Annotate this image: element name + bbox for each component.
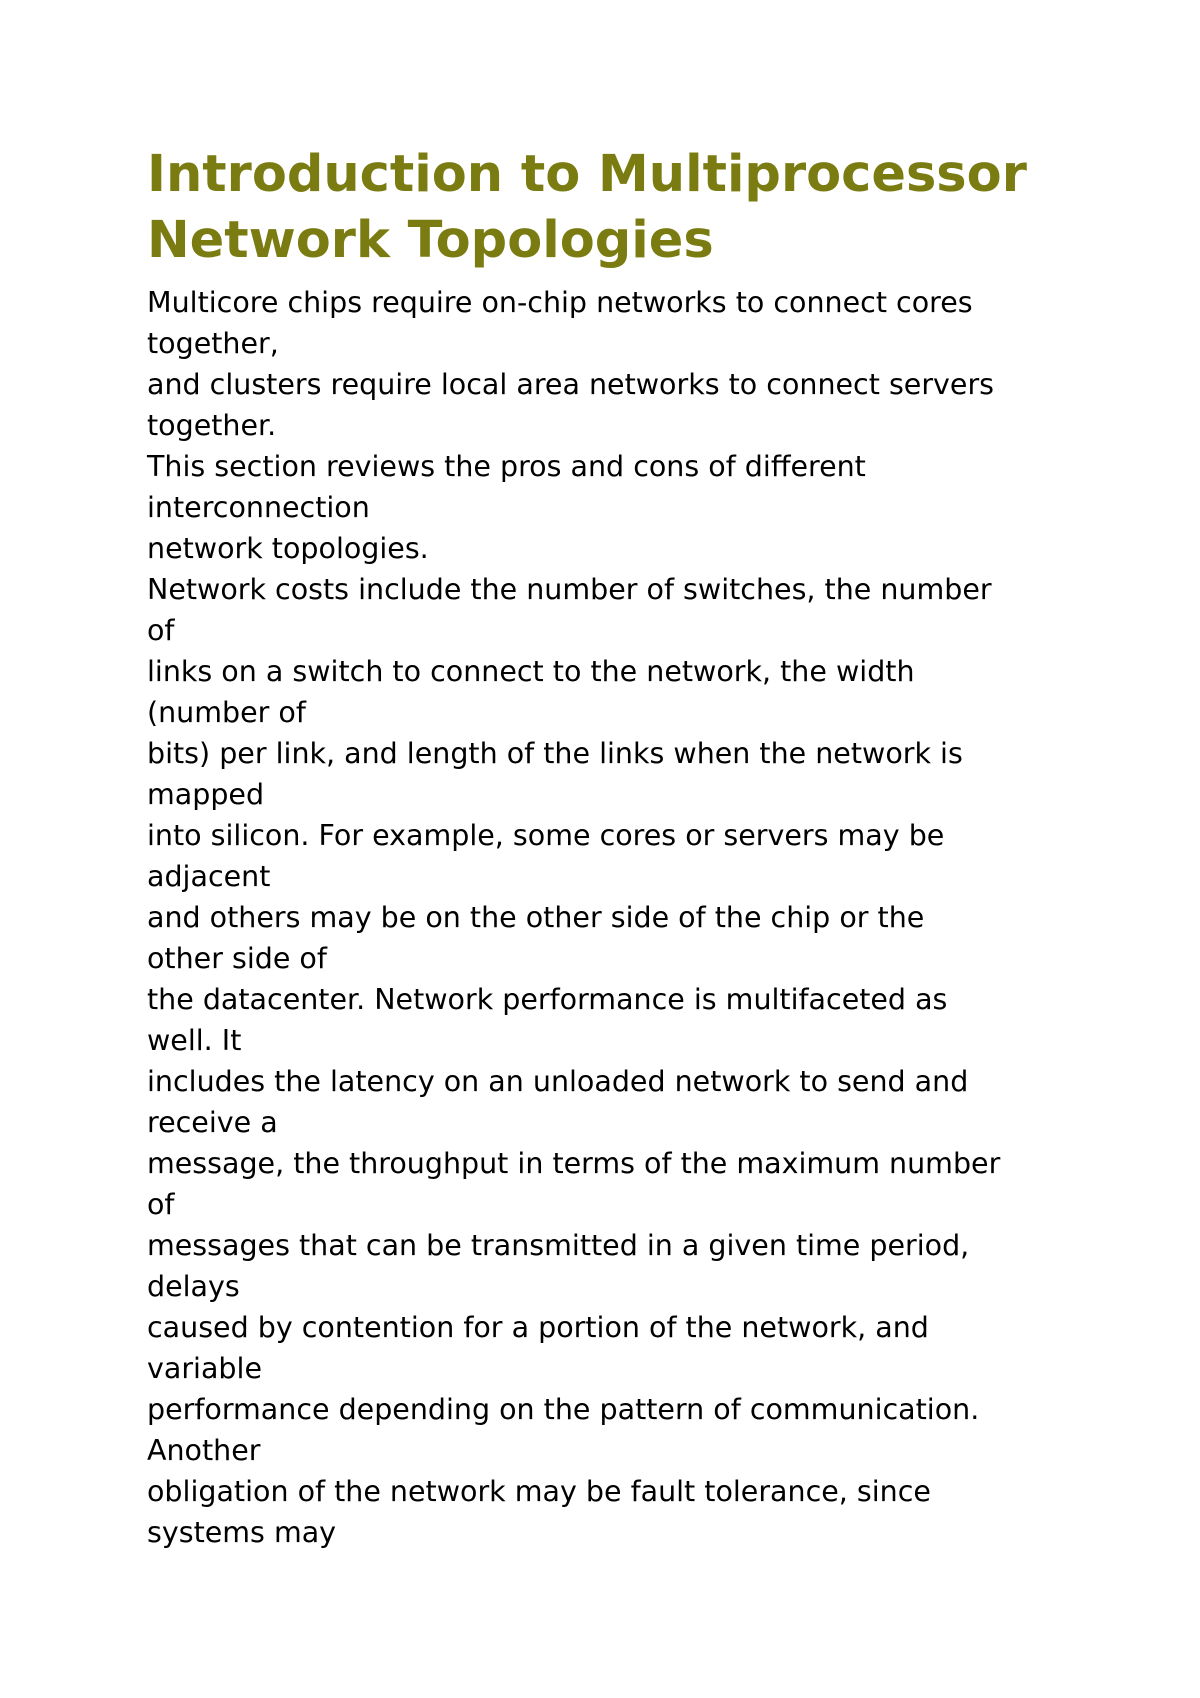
body-line: into silicon. For example, some cores or servers may be [147,819,945,852]
body-line: This section reviews the pros and cons of different [147,450,866,483]
body-line: Another [147,1434,261,1467]
body-line: adjacent [147,860,271,893]
body-line: and clusters require local area networks to connect servers [147,368,995,401]
body-line: other side of [147,942,327,975]
body-line: obligation of the network may be fault tolerance, since [147,1475,931,1508]
document-title [147,142,1107,274]
document-body [147,282,1107,1553]
body-line: Network costs include the number of switches, the number [147,573,992,606]
body-line: message, the throughput in terms of the maximum number [147,1147,1001,1180]
body-line: delays [147,1270,240,1303]
title-line: Introduction to Multiprocessor [147,145,1027,204]
body-line: of [147,1188,175,1221]
body-line: systems may [147,1516,337,1549]
body-line: (number of [147,696,306,729]
document-page [147,142,1107,1553]
body-line: well. It [147,1024,242,1057]
body-line: messages that can be transmitted in a given time period, [147,1229,970,1262]
body-line: Multicore chips require on-chip networks to connect cores [147,286,973,319]
body-line: bits) per link, and length of the links when the network is [147,737,963,770]
body-line: performance depending on the pattern of communication. [147,1393,980,1426]
body-line: includes the latency on an unloaded network to send and [147,1065,969,1098]
body-line: and others may be on the other side of the chip or the [147,901,925,934]
body-line: network topologies. [147,532,429,565]
body-line: mapped [147,778,265,811]
body-line: of [147,614,175,647]
body-line: the datacenter. Network performance is multifaceted as [147,983,948,1016]
body-line: variable [147,1352,262,1385]
body-line: interconnection [147,491,370,524]
body-line: together, [147,327,279,360]
body-line: caused by contention for a portion of the network, and [147,1311,929,1344]
body-line: receive a [147,1106,278,1139]
body-line: links on a switch to connect to the network, the width [147,655,915,688]
body-line: together. [147,409,277,442]
title-line: Network Topologies [147,211,714,270]
